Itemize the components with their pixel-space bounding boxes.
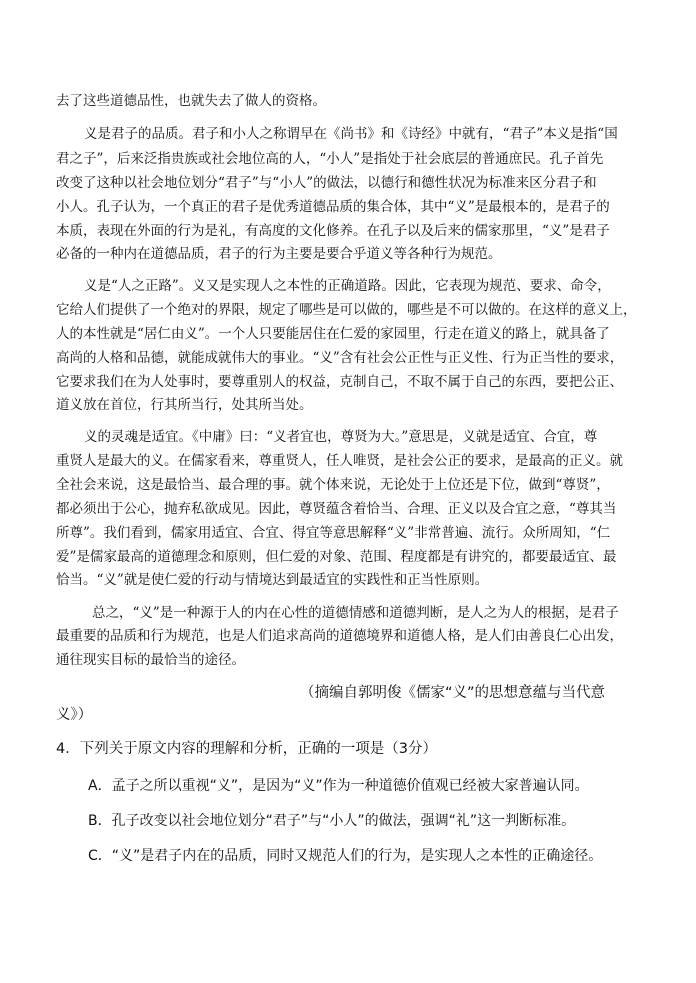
- passage-line: 改变了这种以社会地位划分“君子”与“小人”的做法，以德行和德性状况为标准来区分君子和: [56, 175, 597, 191]
- passage-line: 君之子”，后来泛指贵族或社会地位高的人，“小人”是指处于社会底层的普通庶民。孔子首先: [56, 151, 604, 167]
- passage-line: 本质，表现在外面的行为是礼，有高度的文化修养。在孔子以及后来的儒家那里，“义”是君子: [56, 223, 610, 239]
- passage-line: 高尚的人格和品德，就能成就伟大的事业。“义”含有社会公正性与正义性、行为正当性的要求，: [56, 350, 624, 366]
- passage-line: 它给人们提供了一个绝对的界限，规定了哪些是可以做的，哪些是不可以做的。在这样的意义上，: [56, 302, 637, 318]
- question-stem: 4．下列关于原文内容的理解和分析，正确的一项是（3分）: [56, 741, 437, 757]
- passage-line: 总之，“义”是一种源于人的内在心性的道德情感和道德判断，是人之为人的根据，是君子: [92, 605, 619, 621]
- passage-line: 所尊”。我们看到，儒家用适宜、合宜、得宜等意思解释“义”非常普遍、流行。众所周知，“仁: [56, 525, 611, 541]
- passage-line: 全社会来说，这是最恰当、最合理的事。就个体来说，无论处于上位还是下位，做到“尊贤”，: [56, 477, 610, 493]
- passage-line: 人的本性就是“居仁由义”。一个人只要能居住在仁爱的家园里，行走在道义的路上，就具备了: [56, 326, 610, 342]
- passage-line: 恰当。“义”就是使仁爱的行动与情境达到最适宜的实践性和正当性原则。: [56, 572, 489, 588]
- passage-line: 道义放在首位，行其所当行，处其所当处。: [56, 397, 313, 413]
- passage-line: 义是君子的品质。君子和小人之称谓早在《尚书》和《诗经》中就有，“君子”本义是指“国: [84, 126, 618, 142]
- answer-option-b: B．孔子改变以社会地位划分“君子”与“小人”的做法，强调“礼”这一判断标准。: [88, 813, 576, 829]
- answer-option-a: A．孟子之所以重视“义”，是因为“义”作为一种道德价值观已经被大家普遍认同。: [88, 778, 589, 794]
- passage-line: 义的灵魂是适宜。《中庸》曰：“义者宜也，尊贤为大。”意思是，义就是适宜、合宜，尊: [84, 429, 598, 445]
- passage-line: 去了这些道德品性，也就失去了做人的资格。: [56, 93, 326, 109]
- answer-option-c: C．“义”是君子内在的品质，同时又规范人们的行为，是实现人之本性的正确途径。: [88, 848, 603, 864]
- passage-line: 最重要的品质和行为规范，也是人们追求高尚的道德境界和道德人格，是人们由善良仁心出发，: [56, 628, 623, 644]
- passage-line: 义是“人之正路”。义又是实现人之本性的正确道路。因此，它表现为规范、要求、命令，: [84, 278, 611, 294]
- passage-line: 通往现实目标的最恰当的途径。: [56, 652, 245, 668]
- passage-line: 必备的一种内在道德品质，君子的行为主要是要合乎道义等各种行为规范。: [56, 246, 502, 262]
- citation-line: 义》）: [56, 707, 93, 723]
- passage-line: 都必须出于公心，抛弃私欲成见。因此，尊贤蕴含着恰当、合理、正义以及合宜之意，“尊其当: [56, 501, 617, 517]
- passage-line: 它要求我们在为人处事时，要尊重别人的权益，克制自己，不取不属于自己的东西，要把公正、: [56, 374, 623, 390]
- passage-line: 重贤人是最大的义。在儒家看来，尊重贤人，任人唯贤，是社会公正的要求，是最高的正义。就: [56, 453, 623, 469]
- citation-line: （摘编自郭明俊《儒家“义”的思想意蕴与当代意: [300, 685, 606, 701]
- passage-line: 爱”是儒家最高的道德理念和原则，但仁爱的对象、范围、程度都是有讲究的，都要最适宜、最: [56, 549, 617, 565]
- passage-line: 小人。孔子认为，一个真正的君子是优秀道德品质的集合体，其中“义”是最根本的，是君子的: [56, 199, 610, 215]
